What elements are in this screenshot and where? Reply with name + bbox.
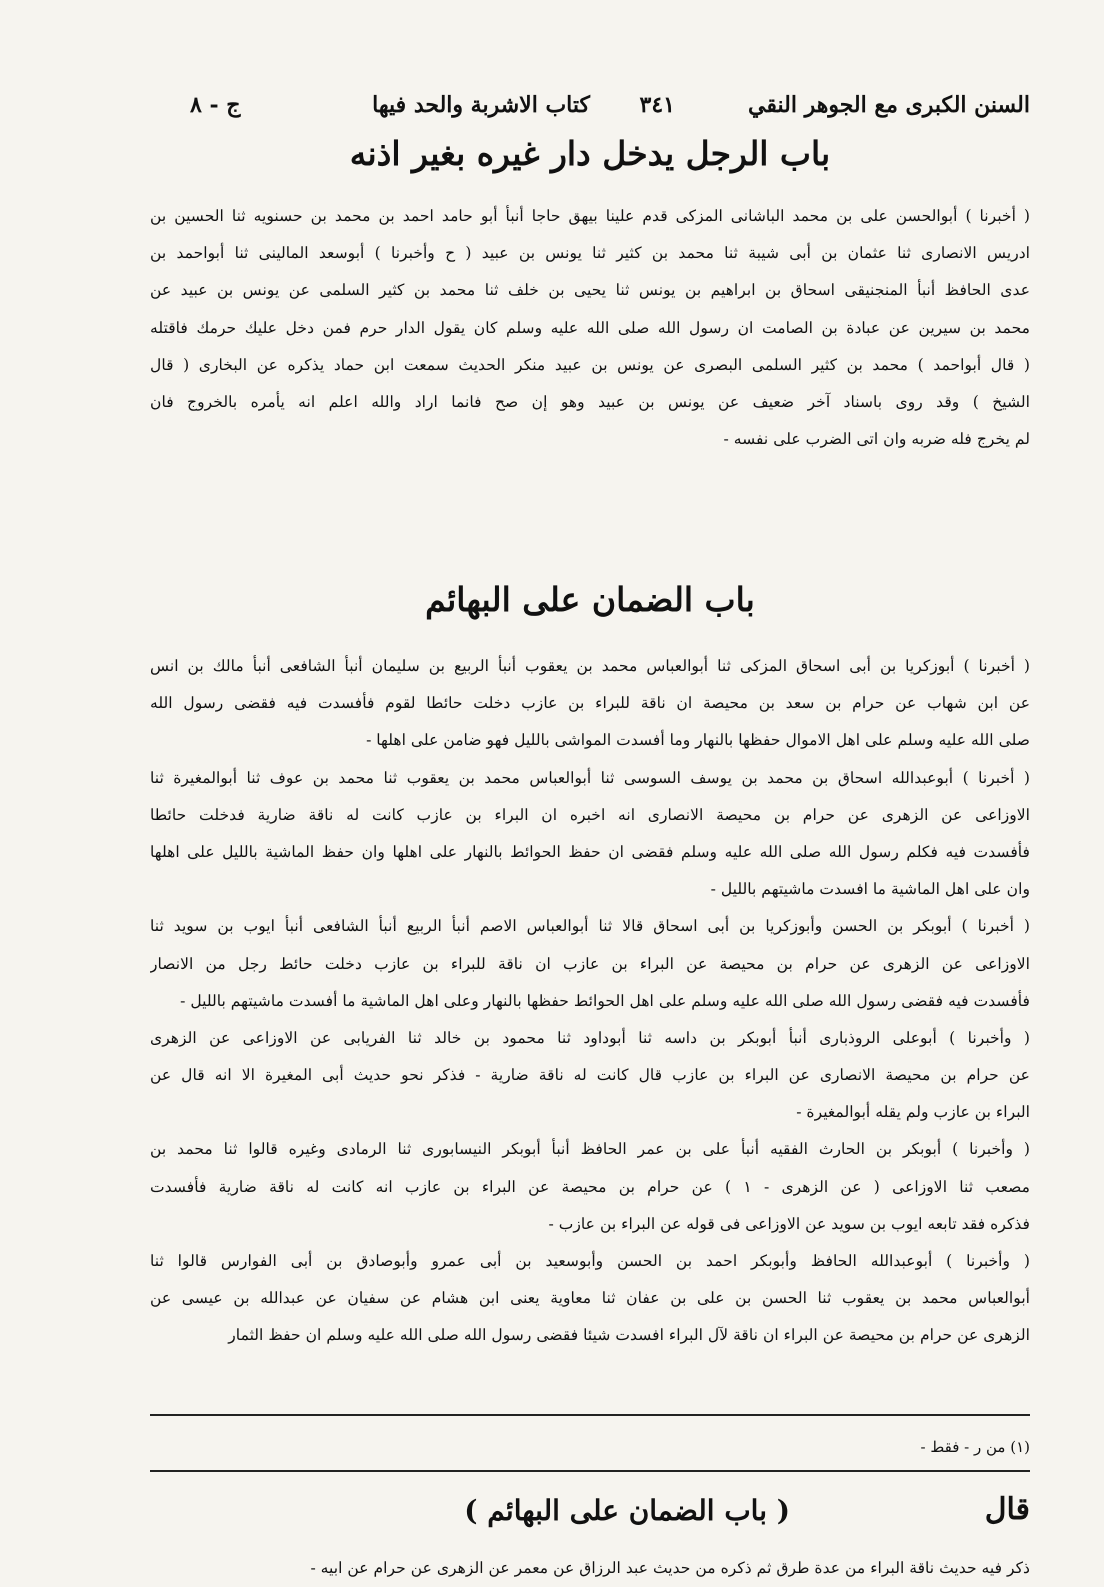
text-line: مصعب ثنا الاوزاعى ( عن الزهرى - ١ ) عن حرام بن محيصة عن البراء بن عازب انه كانت له ناقة ضارية فأفسدت	[150, 1177, 1030, 1196]
commentary-divider	[150, 1470, 1030, 1472]
header-chapter-title: كتاب الاشربة والحد فيها	[372, 92, 590, 118]
text-line: صلى الله عليه وسلم على اهل الاموال حفظها بالنهار وما أفسدت المواشى بالليل فهو ضامن على اهلها -	[366, 731, 1030, 750]
section-title: باب الرجل يدخل دار غيره بغير اذنه	[349, 134, 831, 173]
text-line: ( قال أبواحمد ) محمد بن كثير السلمى البصرى عن يونس بن عبيد منكر الحديث سمعت ابن حماد يذكره عن البخارى ( قال	[150, 355, 1030, 374]
commentary-title: ( باب الضمان على البهائم )	[464, 1494, 790, 1527]
text-line: لم يخرج فله ضربه وان اتى الضرب على نفسه -	[723, 430, 1030, 449]
text-line: البراء بن عازب ولم يقله أبوالمغيرة -	[796, 1103, 1030, 1122]
header-volume: ج - ٨	[190, 92, 241, 118]
text-line: ( أخبرنا ) أبوبكر بن الحسن وأبوزكريا بن أبى اسحاق قالا ثنا أبوالعباس الاصم أنبأ الربيع أنبأ الشافعى أنبأ ايوب بن سويد ثنا	[150, 917, 1030, 936]
commentary-header	[150, 1488, 1030, 1538]
text-line: عن حرام بن محيصة الانصارى عن البراء بن عازب قال كانت له ناقة ضارية - فذكر نحو حديث أبى المغيرة الا انه قال عن	[150, 1066, 1030, 1085]
commentary-body	[150, 1550, 1030, 1587]
section-body	[150, 648, 1030, 1355]
text-line: فأفسدت فيه فقضى رسول الله صلى الله عليه وسلم على اهل الحوائط حفظها بالنهار وعلى اهل الماشية ما أفسدت ماشيتهم بالليل -	[180, 991, 1030, 1010]
text-line: ذكر فيه حديث ناقة البراء من عدة طرق ثم ذكره من حديث عبد الرزاق عن معمر عن الزهرى عن حرام عن ابيه -	[310, 1559, 1030, 1577]
section-title: باب الضمان على البهائم	[425, 580, 755, 619]
footnote-divider	[150, 1414, 1030, 1416]
text-line: وان على اهل الماشية ما افسدت ماشيتهم بالليل -	[710, 880, 1030, 899]
text-line: عن ابن شهاب عن حرام بن سعد بن محيصة ان ناقة للبراء بن عازب دخلت حائطا لقوم فأفسدت فيه فقضى رسول الله	[150, 694, 1030, 713]
text-line: ( وأخبرنا ) أبوعبدالله الحافظ وأبوبكر احمد بن الحسن وأبوسعيد بن أبى عمرو وأبوصادق بن أبى الفوارس قالوا ثنا	[150, 1252, 1030, 1270]
text-line: الاوزاعى عن الزهرى عن حرام بن محيصة الانصارى انه اخبره ان البراء بن عازب كانت له ناقة ضارية فدخلت حائطا	[150, 805, 1030, 824]
section-body	[150, 198, 1030, 458]
text-line: فأفسدت فيه فكلم رسول الله صلى الله عليه وسلم فقضى ان حفظ الحوائط بالنهار على اهلها وان حفظ الماشية بالليل على اهلها	[150, 842, 1030, 861]
text-line: عدى الحافظ أنبأ المنجنيقى اسحاق بن ابراهيم بن يونس ثنا يحيى بن خلف ثنا محمد بن كثير السلمى عن يونس بن عبيد عن	[150, 281, 1030, 300]
footnote: (١) من ر - فقط -	[920, 1438, 1030, 1456]
text-line: ( وأخبرنا ) أبوبكر بن الحارث الفقيه أنبأ على بن عمر الحافظ أنبأ أبوبكر النيسابورى ثنا الرمادى وغيره قالوا ثنا محمد بن	[150, 1140, 1030, 1159]
text-line: ( أخبرنا ) أبوعبدالله اسحاق بن محمد بن يوسف السوسى ثنا أبوالعباس محمد بن يعقوب ثنا محمد بن عوف ثنا أبوالمغيرة ثنا	[150, 768, 1030, 787]
document-page	[150, 86, 1030, 1577]
running-header	[150, 86, 1030, 128]
text-line: ( وأخبرنا ) أبوعلى الروذبارى أنبأ أبوبكر بن داسه ثنا أبوداود ثنا محمود بن خالد ثنا الفريابى عن الاوزاعى عن الزهرى	[150, 1028, 1030, 1047]
text-line: ( أخبرنا ) أبوزكريا بن أبى اسحاق المزكى ثنا أبوالعباس محمد بن يعقوب أنبأ الربيع بن سليمان أنبأ الشافعى أنبأ مالك بن انس	[150, 657, 1030, 675]
text-line: فذكره فقد تابعه ايوب بن سويد عن الاوزاعى فى قوله عن البراء بن عازب -	[548, 1214, 1030, 1233]
header-page-number: ٣٤١	[639, 92, 675, 118]
text-line: ( أخبرنا ) أبوالحسن على بن محمد الباشانى المزكى قدم علينا بيهق حاجا أنبأ أبو حامد احمد بن محمد بن حسنويه ثنا الحسين بن	[150, 207, 1030, 225]
text-line: الشيخ ) وقد روى باسناد آخر ضعيف عن يونس بن عبيد وهو إن صح فانما اراد والله اعلم انه يأمره بالخروج فان	[150, 392, 1030, 411]
header-book-title: السنن الكبرى مع الجوهر النقي	[748, 92, 1030, 118]
commentary-qala: قال	[984, 1492, 1030, 1527]
text-line: الزهرى عن حرام بن محيصة عن البراء ان ناقة لآل البراء افسدت شيئا فقضى رسول الله صلى الله عليه وسلم ان حفظ الثمار	[228, 1326, 1030, 1345]
text-line: الاوزاعى عن الزهرى عن حرام بن محيصة عن البراء بن عازب ان ناقة للبراء بن عازب دخلت حائط رجل من الانصار	[150, 954, 1030, 973]
text-line: محمد بن سيرين عن عبادة بن الصامت ان رسول الله صلى الله عليه وسلم كان يقول الدار حرم فمن دخل عليك حرمك فاقتله	[150, 318, 1030, 337]
text-line: ادريس الانصارى ثنا عثمان بن أبى شيبة ثنا محمد بن كثير ثنا يونس بن عبيد ( ح وأخبرنا ) أبوسعد المالينى ثنا أبواحمد بن	[150, 244, 1030, 263]
text-line: أبوالعباس محمد بن يعقوب ثنا الحسن بن على بن عفان ثنا معاوية يعنى ابن هشام عن سفيان عن عبدالله بن عيسى عن	[150, 1289, 1030, 1308]
